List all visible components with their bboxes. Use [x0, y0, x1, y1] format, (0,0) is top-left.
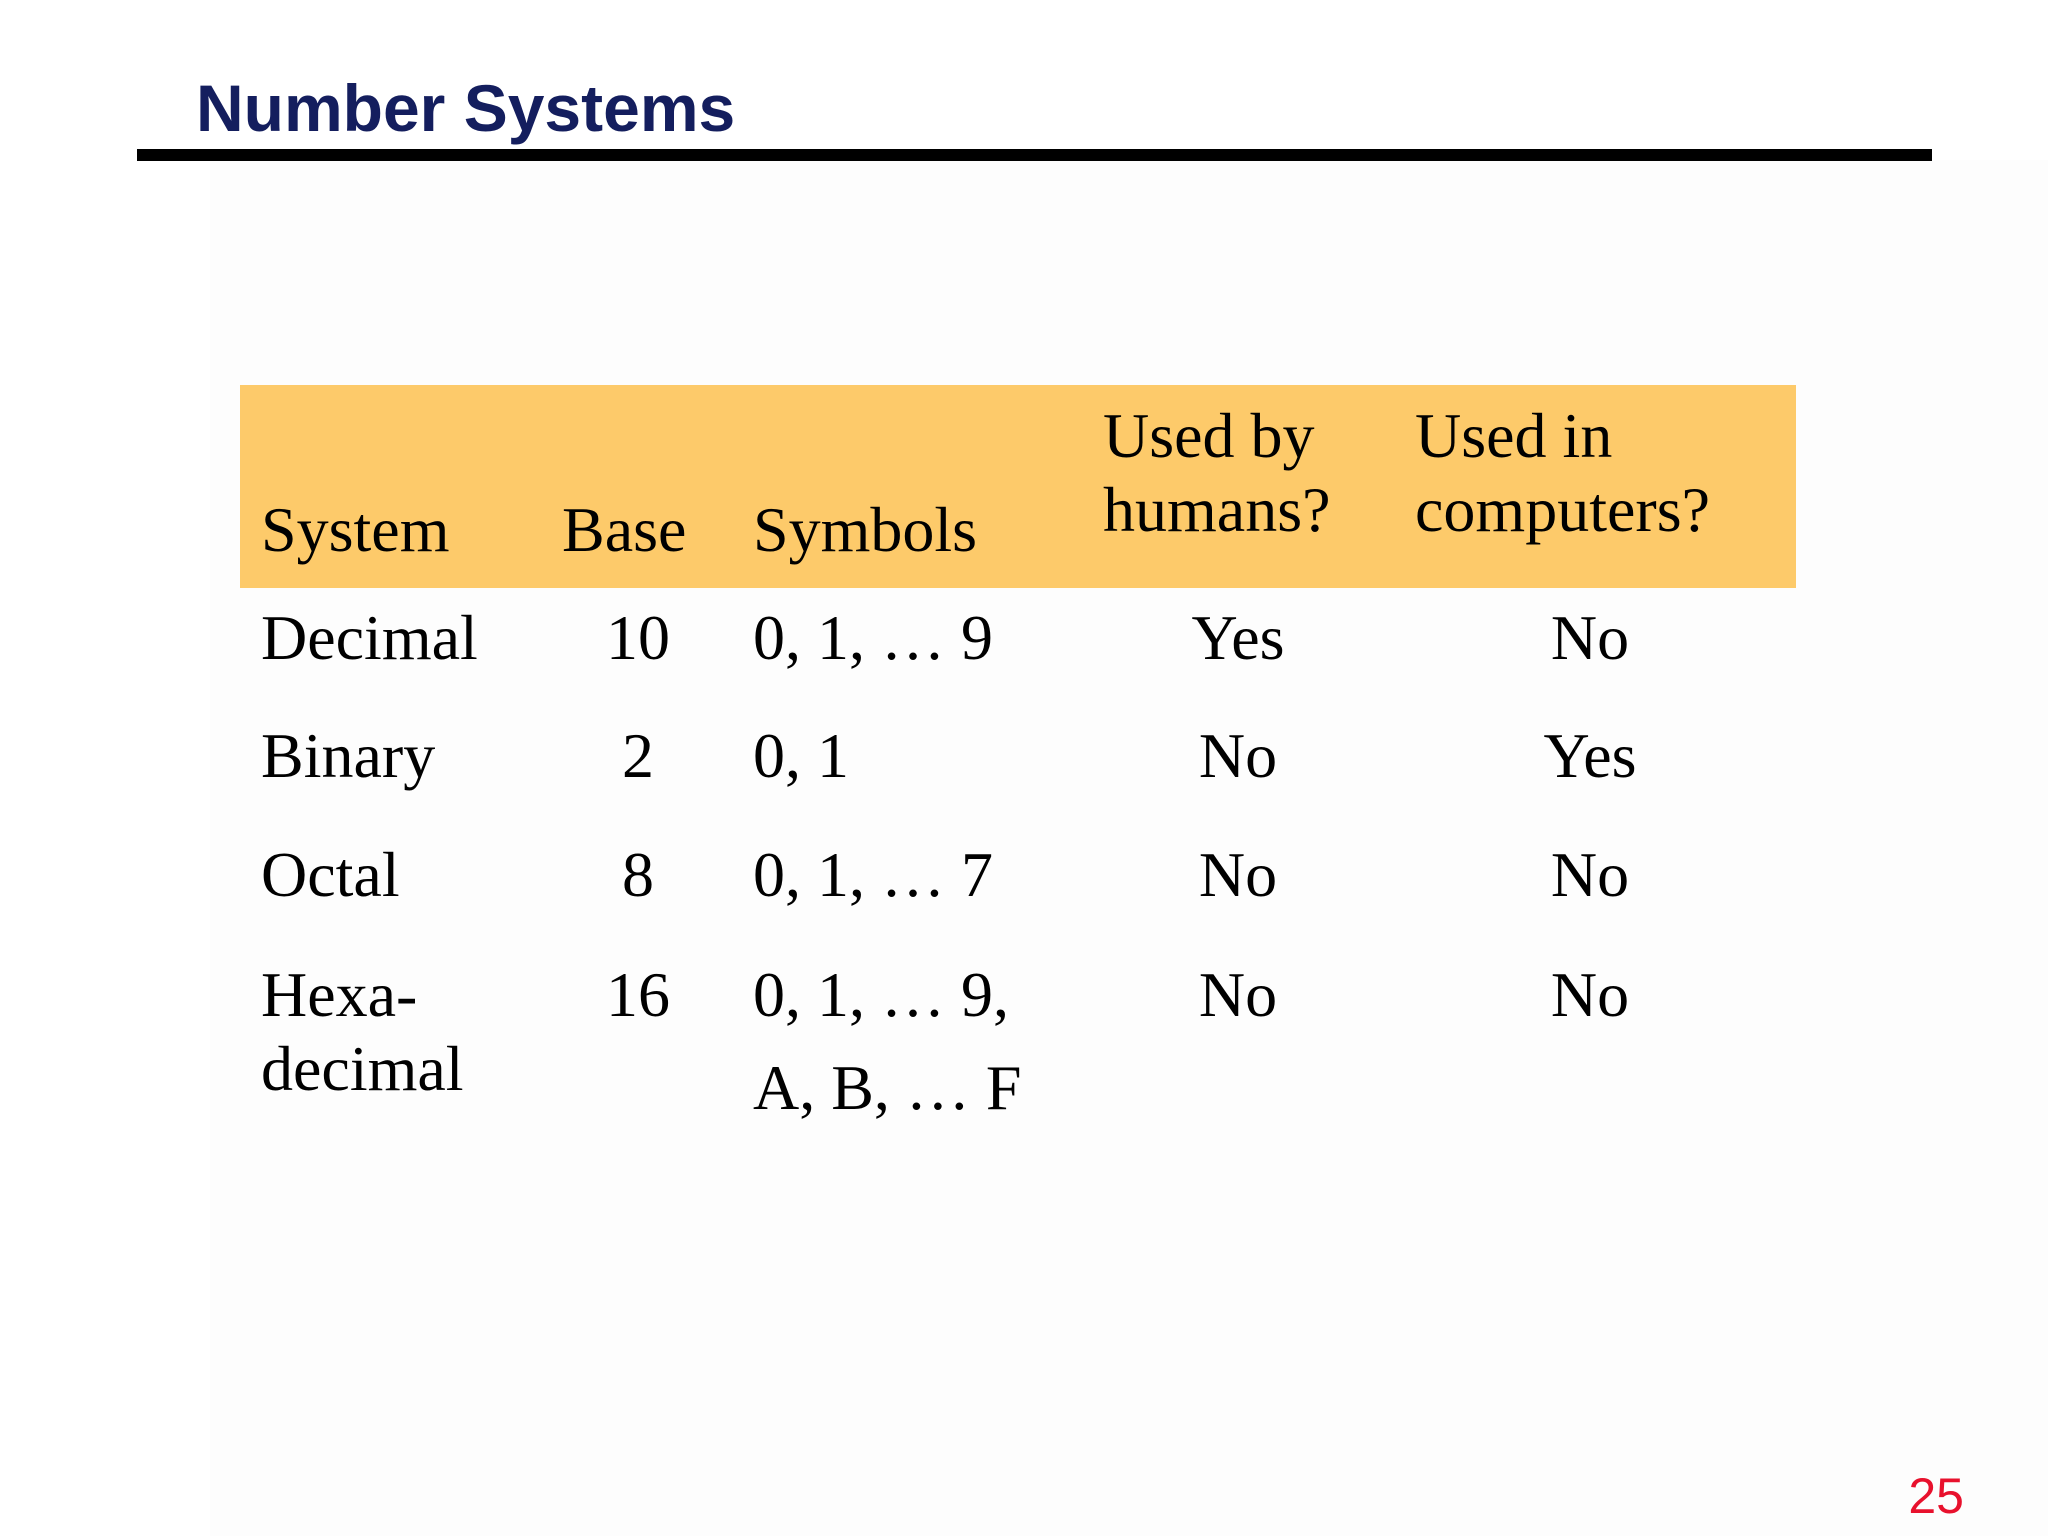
- header-base: Base: [562, 494, 687, 565]
- header-system: System: [261, 494, 450, 565]
- cell-humans: No: [1198, 839, 1278, 910]
- cell-humans: No: [1198, 720, 1278, 791]
- cell-symbols: 0, 1, … 7: [753, 839, 993, 910]
- cell-system-line2: decimal: [261, 1033, 464, 1104]
- cell-computers: No: [1550, 959, 1630, 1030]
- cell-base: 16: [606, 959, 670, 1030]
- content-background: [210, 160, 2048, 1536]
- header-humans-line1: Used by: [1103, 400, 1315, 471]
- cell-system-line1: Hexa-: [261, 959, 418, 1030]
- title-rule: [137, 149, 1932, 161]
- cell-computers: Yes: [1543, 720, 1637, 791]
- cell-system: Octal: [261, 839, 400, 910]
- cell-system: Decimal: [261, 602, 478, 673]
- cell-base: 8: [622, 839, 654, 910]
- cell-base: 10: [606, 602, 670, 673]
- cell-system: Binary: [261, 720, 436, 791]
- cell-base: 2: [622, 720, 654, 791]
- header-humans-line2: humans?: [1103, 474, 1331, 545]
- header-computers-line2: computers?: [1415, 474, 1710, 545]
- header-symbols: Symbols: [753, 494, 978, 565]
- header-computers-line1: Used in: [1415, 400, 1613, 471]
- cell-symbols: 0, 1: [753, 720, 849, 791]
- page-number: 25: [1908, 1468, 1964, 1524]
- cell-symbols: 0, 1, … 9: [753, 602, 993, 673]
- cell-symbols-line1: 0, 1, … 9,: [753, 959, 1009, 1030]
- cell-symbols-line2: A, B, … F: [753, 1052, 1022, 1123]
- cell-humans: No: [1198, 959, 1278, 1030]
- cell-computers: No: [1550, 602, 1630, 673]
- cell-humans: Yes: [1191, 602, 1285, 673]
- cell-computers: No: [1550, 839, 1630, 910]
- slide-title: Number Systems: [196, 71, 736, 145]
